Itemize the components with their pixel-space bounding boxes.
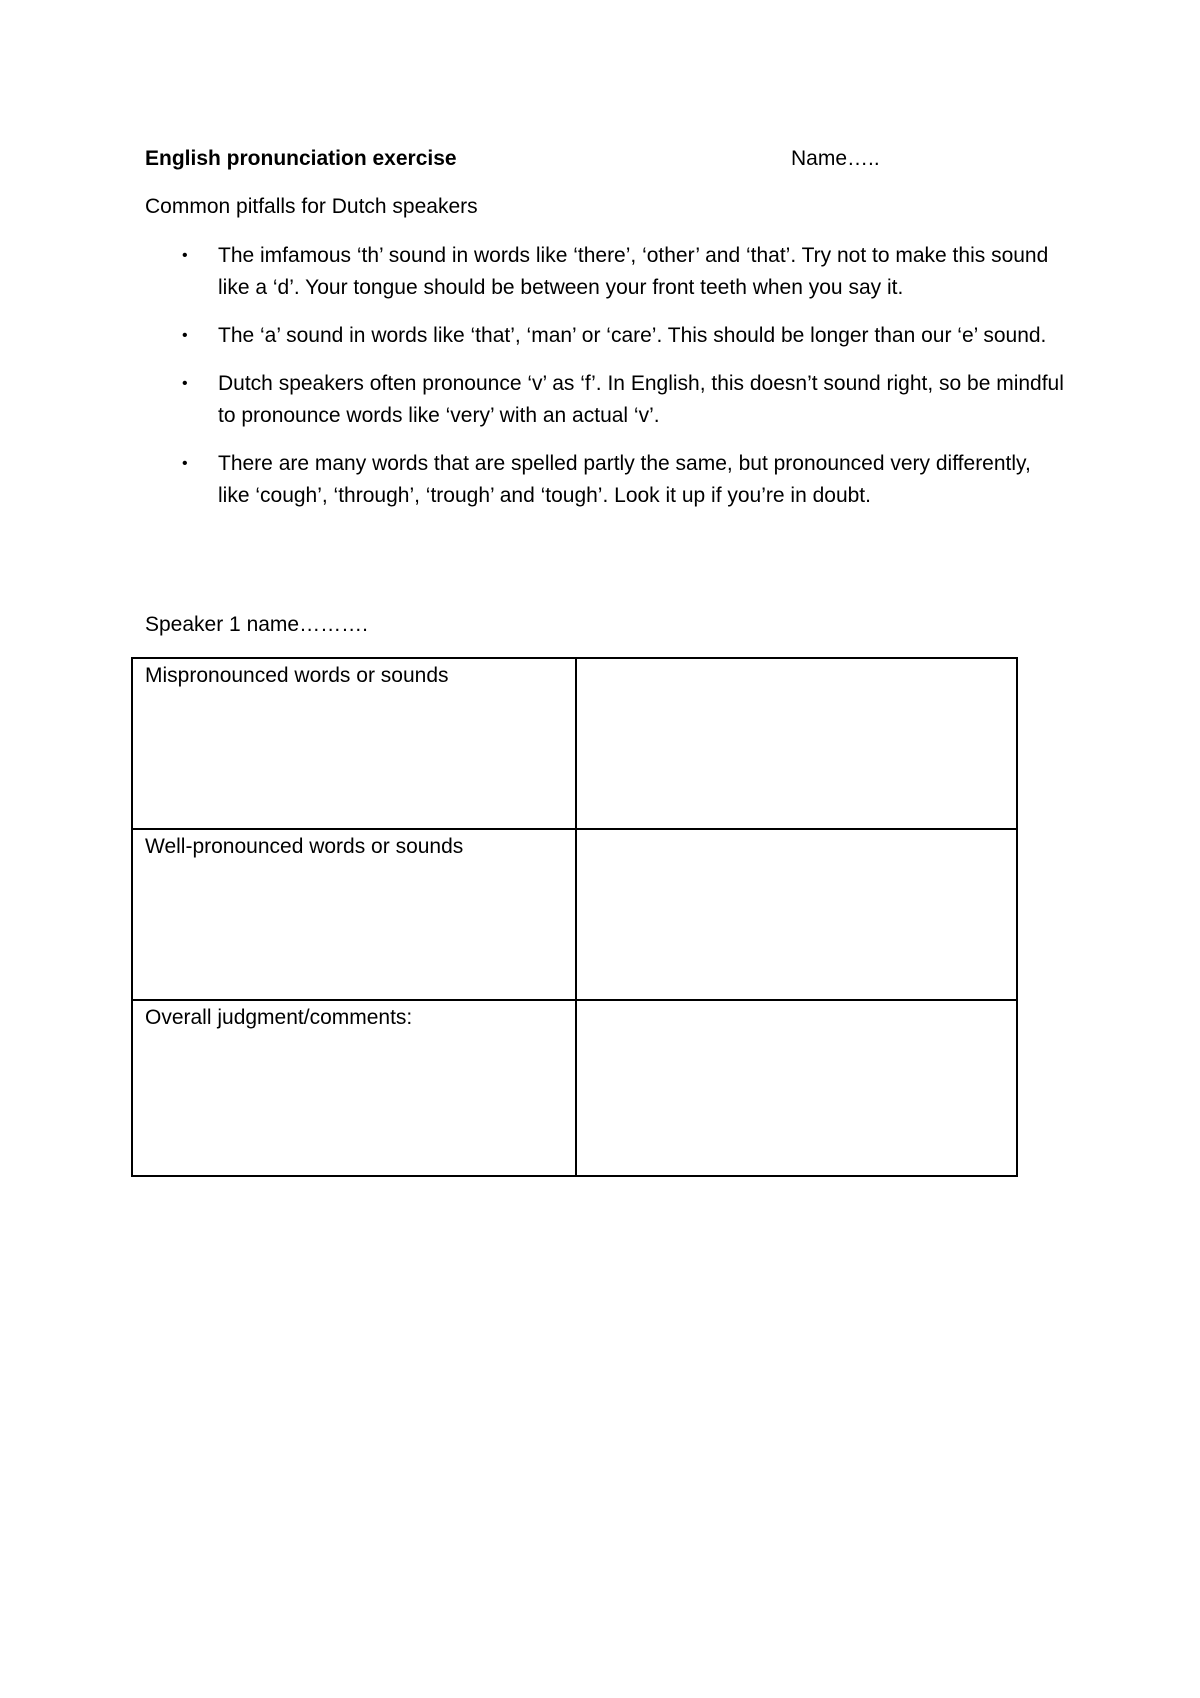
list-item — [145, 240, 1065, 304]
pitfall-list — [145, 240, 1065, 528]
name-field: Name….. — [791, 147, 880, 170]
pitfall-text: There are many words that are spelled partly the same, but pronounced very differently, like ‘cough’, ‘through’, ‘trough’ and ‘tough’. Look it up if you’re in doubt. — [218, 452, 1031, 507]
table-row — [132, 1000, 1017, 1176]
list-item — [145, 448, 1065, 512]
table-cell-entry[interactable] — [576, 829, 1017, 1000]
document-title: English pronunciation exercise — [145, 147, 457, 170]
list-item — [145, 320, 1065, 352]
pitfall-text: Dutch speakers often pronounce ‘v’ as ‘f’. In English, this doesn’t sound right, so be mindful to pronounce words like ‘very’ with an actual ‘v’. — [218, 372, 1064, 427]
bullet-icon: • — [182, 375, 188, 392]
table-cell-label: Mispronounced words or sounds — [132, 658, 576, 829]
table-row — [132, 829, 1017, 1000]
evaluation-table — [131, 657, 1018, 1177]
bullet-icon: • — [182, 247, 188, 264]
table-row — [132, 658, 1017, 829]
bullet-icon: • — [182, 327, 188, 344]
bullet-icon: • — [182, 455, 188, 472]
table-cell-entry[interactable] — [576, 658, 1017, 829]
table-cell-entry[interactable] — [576, 1000, 1017, 1176]
table-cell-label: Overall judgment/comments: — [132, 1000, 576, 1176]
section-subtitle: Common pitfalls for Dutch speakers — [145, 195, 478, 218]
table-cell-label: Well-pronounced words or sounds — [132, 829, 576, 1000]
pitfall-text: The imfamous ‘th’ sound in words like ‘there’, ‘other’ and ‘that’. Try not to make this sound like a ‘d’. Your tongue should be between your front teeth when you say it. — [218, 244, 1049, 299]
pitfall-text: The ‘a’ sound in words like ‘that’, ‘man’ or ‘care’. This should be longer than our ‘e’ sound. — [218, 324, 1047, 347]
list-item — [145, 368, 1065, 432]
speaker-name-label: Speaker 1 name………. — [145, 613, 368, 636]
